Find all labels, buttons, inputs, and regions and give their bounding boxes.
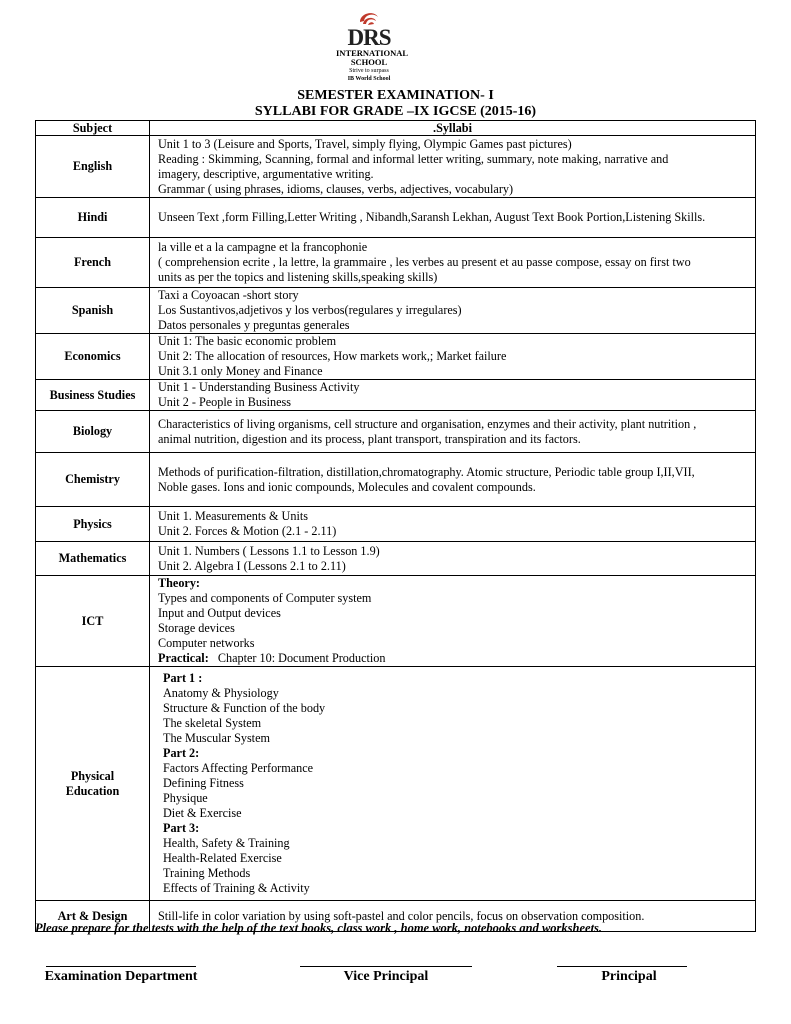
part-label: Part 1 :	[163, 671, 203, 685]
subject-cell	[36, 667, 150, 901]
signature-vice-principal: Vice Principal	[343, 969, 429, 984]
syllabus-line: Unit 2. Forces & Motion (2.1 - 2.11)	[158, 524, 337, 538]
syllabus-line: Taxi a Coyoacan -short story	[158, 288, 299, 302]
syllabus-line: Unit 2: The allocation of resources, How markets work,; Market failure	[158, 349, 507, 363]
syllabus-line: Unseen Text ,form Filling,Letter Writing , Nibandh,Saransh Lekhan, August Text Book Portion,Listening Skills.	[158, 210, 706, 224]
syllabus-line: Grammar ( using phrases, idioms, clauses, verbs, adjectives, vocabulary)	[158, 181, 514, 196]
table-header-row	[36, 121, 756, 136]
practical-label: Practical:	[158, 651, 209, 665]
logo-name: DRS	[347, 25, 391, 50]
school-logo	[336, 8, 409, 88]
syllabus-line: Unit 1 - Understanding Business Activity	[158, 380, 360, 394]
syllabus-line: Storage devices	[158, 621, 235, 635]
table-row	[36, 411, 756, 453]
signature-examination-department: Examination Department	[44, 969, 198, 984]
instruction-note: Please prepare for the tests with the help of the text books, class work , home work, notebooks and worksheets.	[35, 921, 603, 935]
syllabus-line: Still-life in color variation by using soft-pastel and color pencils, focus on observation composition.	[158, 908, 645, 923]
subject-cell: Hindi	[36, 198, 150, 238]
syllabus-line: Characteristics of living organisms, cell structure and organisation, enzymes and their activity, plant nutrition ,	[158, 416, 697, 431]
syllabus-cell	[150, 542, 756, 576]
subject-cell: ICT	[36, 576, 150, 667]
syllabus-line: la ville et a la campagne et la francophonie	[158, 240, 368, 254]
syllabus-line: Datos personales y preguntas generales	[158, 318, 350, 332]
syllabus-line: Los Sustantivos,adjetivos y los verbos(regulares y irregulares)	[158, 303, 462, 317]
syllabus-line: ( comprehension ecrite , la lettre, la grammaire , les verbes au present et au passe compose, essay on first two	[158, 255, 691, 269]
practical-text: Chapter 10: Document Production	[217, 651, 386, 665]
syllabus-line: Factors Affecting Performance	[163, 761, 314, 775]
syllabus-cell	[150, 507, 756, 542]
column-header-subject: Subject	[36, 121, 150, 136]
syllabus-line: animal nutrition, digestion and its process, plant transport, transpiration and its factors.	[158, 431, 581, 446]
subject-cell: Art & Design	[36, 901, 150, 932]
subject-cell: Mathematics	[36, 542, 150, 576]
syllabus-cell	[150, 238, 756, 288]
table-row	[36, 288, 756, 334]
table-row	[36, 380, 756, 411]
syllabus-line: Training Methods	[163, 866, 251, 880]
syllabus-line: Health-Related Exercise	[163, 851, 282, 865]
part-label: Part 3:	[163, 821, 200, 835]
syllabus-line: Input and Output devices	[158, 606, 281, 620]
signature-principal: Principal	[601, 969, 657, 984]
syllabus-cell	[150, 453, 756, 507]
syllabus-table	[35, 120, 756, 932]
table-row-ict	[36, 576, 756, 667]
subject-line: Physical	[70, 768, 115, 783]
signature-line	[46, 966, 196, 967]
syllabus-line: Unit 1. Measurements & Units	[158, 509, 308, 523]
page-title: SEMESTER EXAMINATION- I	[297, 88, 494, 103]
table-row	[36, 542, 756, 576]
table-row	[36, 198, 756, 238]
syllabus-cell	[150, 411, 756, 453]
subject-cell: Business Studies	[36, 380, 150, 411]
syllabus-cell	[150, 198, 756, 238]
syllabus-line: Unit 1. Numbers ( Lessons 1.1 to Lesson 1.9)	[158, 543, 380, 558]
subject-cell: French	[36, 238, 150, 288]
syllabus-line: Unit 2 - People in Business	[158, 395, 292, 409]
syllabus-cell	[150, 576, 756, 667]
signature-line	[300, 966, 472, 967]
subject-cell: Chemistry	[36, 453, 150, 507]
logo-line1: INTERNATIONAL	[336, 48, 409, 58]
syllabus-line: imagery, descriptive, argumentative writing.	[158, 166, 374, 181]
theory-label: Theory:	[158, 576, 200, 590]
syllabus-line: Computer networks	[158, 636, 255, 650]
subject-cell: Physics	[36, 507, 150, 542]
syllabus-line: Defining Fitness	[163, 776, 244, 790]
table-row	[36, 453, 756, 507]
page-subtitle: SYLLABI FOR GRADE –IX IGCSE (2015-16)	[254, 104, 537, 119]
logo-tagline: Strive to surpass	[349, 68, 389, 74]
syllabus-cell	[150, 288, 756, 334]
syllabus-line: Physique	[163, 791, 208, 805]
practical-line	[158, 651, 747, 666]
syllabus-line: Anatomy & Physiology	[163, 686, 279, 700]
column-header-syllabi: .Syllabi	[150, 121, 756, 136]
syllabus-cell	[150, 667, 756, 901]
syllabus-cell	[150, 380, 756, 411]
subject-cell: English	[36, 136, 150, 198]
table-row	[36, 507, 756, 542]
subject-cell: Biology	[36, 411, 150, 453]
syllabus-line: Unit 1 to 3 (Leisure and Sports, Travel, simply flying, Olympic Games past pictures)	[158, 136, 572, 151]
signature-line	[557, 966, 687, 967]
syllabus-cell	[150, 136, 756, 198]
syllabus-line: Diet & Exercise	[163, 806, 242, 820]
syllabus-line: The Muscular System	[163, 731, 270, 745]
syllabus-line: Effects of Training & Activity	[163, 881, 310, 895]
syllabus-line: Noble gases. Ions and ionic compounds, Molecules and covalent compounds.	[158, 479, 536, 494]
syllabus-line: Reading : Skimming, Scanning, formal and informal letter writing, summary, note making, narrative and	[158, 151, 669, 166]
part-label: Part 2:	[163, 746, 200, 760]
syllabus-line: Unit 3.1 only Money and Finance	[158, 364, 323, 378]
syllabus-line: Types and components of Computer system	[158, 591, 372, 605]
logo-line2: SCHOOL	[350, 57, 388, 67]
syllabus-line: units as per the topics and listening skills,speaking skills)	[158, 270, 438, 284]
table-row	[36, 136, 756, 198]
syllabus-line: The skeletal System	[163, 716, 262, 730]
table-row	[36, 238, 756, 288]
subject-line: Education	[65, 783, 120, 798]
table-row-physical-education	[36, 667, 756, 901]
syllabus-line: Unit 2. Algebra I (Lessons 2.1 to 2.11)	[158, 558, 346, 573]
subject-cell: Spanish	[36, 288, 150, 334]
syllabus-line: Health, Safety & Training	[163, 836, 290, 850]
syllabus-line: Structure & Function of the body	[163, 701, 326, 715]
syllabus-line: Unit 1: The basic economic problem	[158, 334, 337, 348]
table-row	[36, 334, 756, 380]
logo-ib: IB World School	[347, 76, 391, 82]
syllabus-line: Methods of purification-filtration, distillation,chromatography. Atomic structure, Periodic table group I,II,VII,	[158, 464, 695, 479]
syllabus-cell	[150, 334, 756, 380]
subject-cell: Economics	[36, 334, 150, 380]
